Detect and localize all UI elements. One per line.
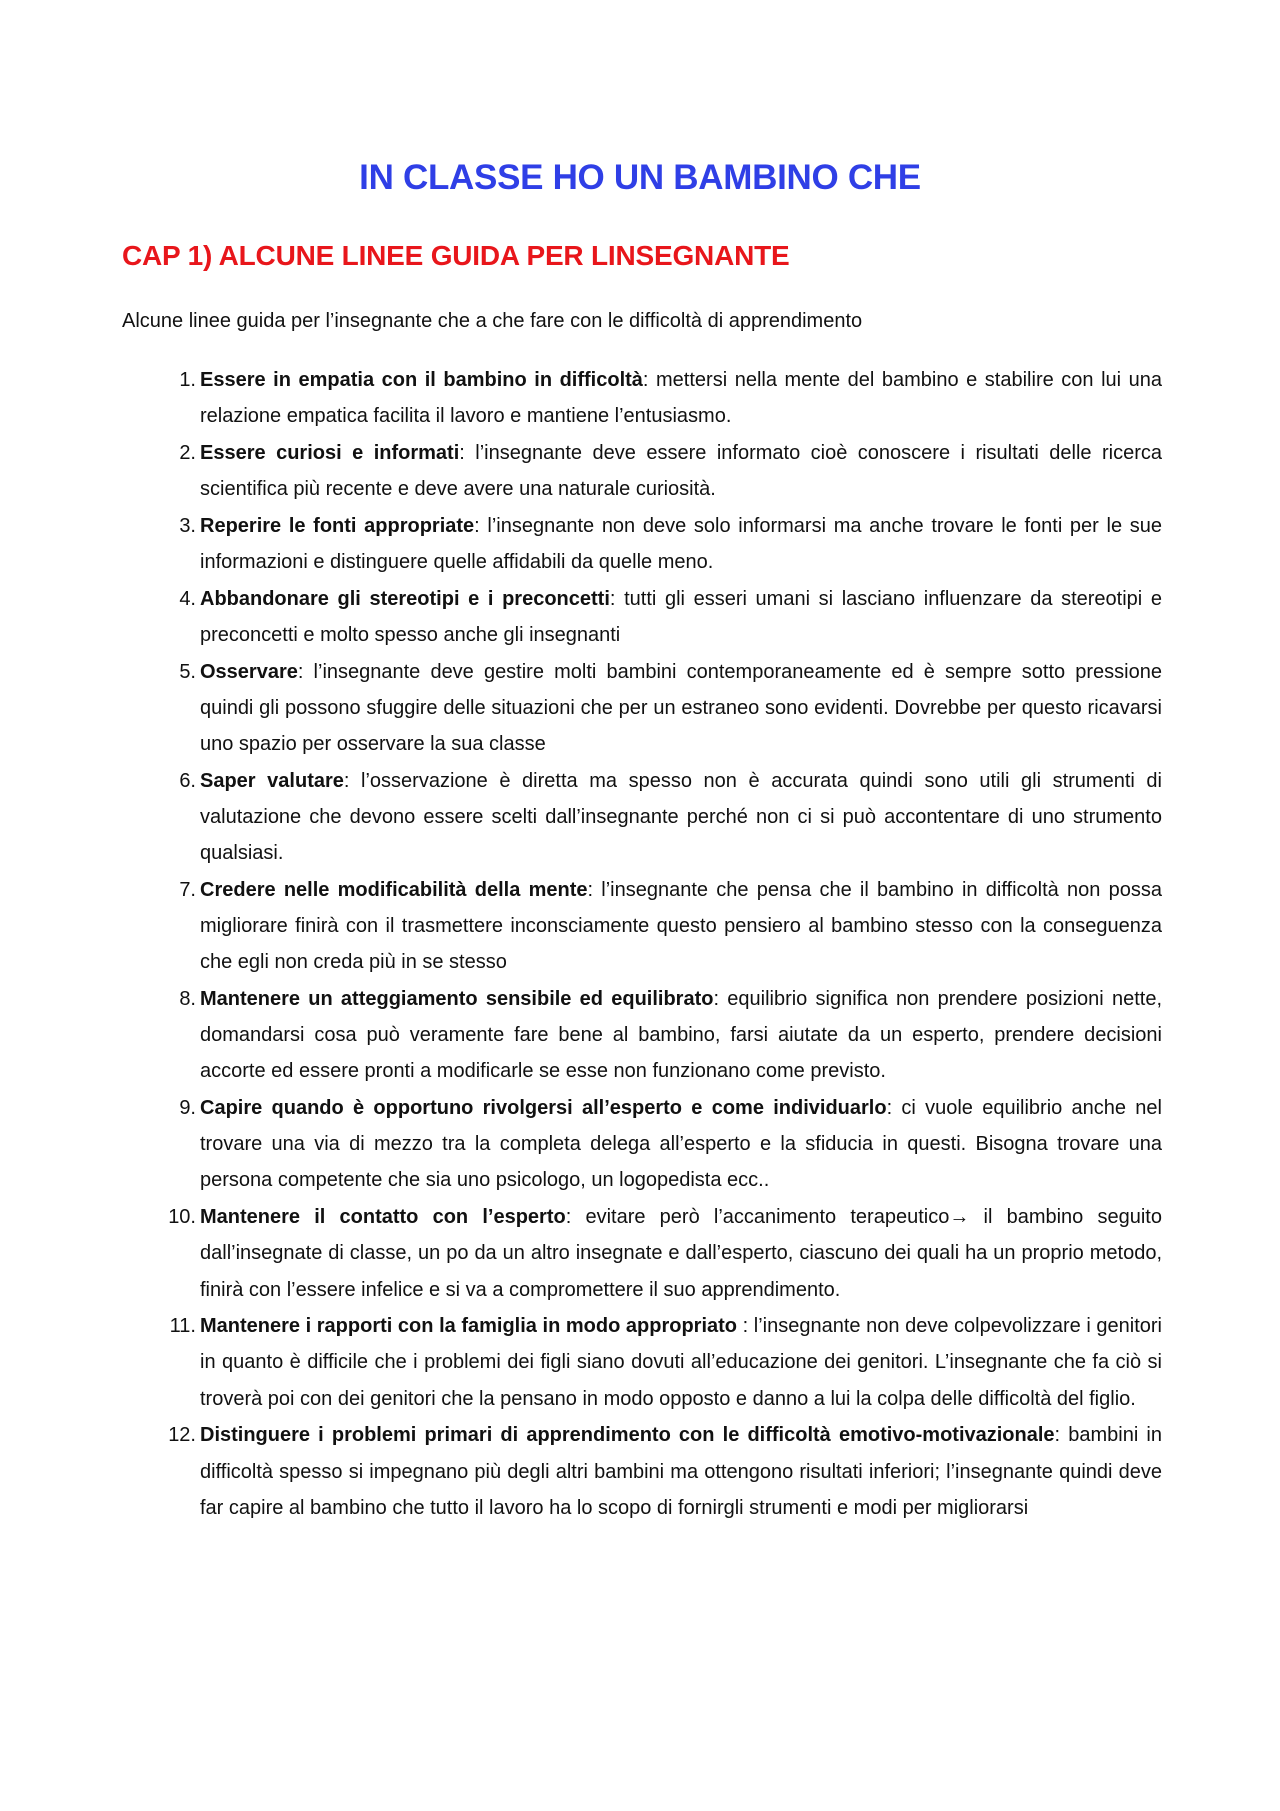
list-item xyxy=(122,435,1162,507)
item-number: 8. xyxy=(179,987,196,1010)
item-number: 12. xyxy=(168,1424,196,1447)
list-item xyxy=(122,872,1162,981)
item-text: : ci vuole equilibrio anche nel trovare una via di mezzo tra la completa delega all’esperto e la sfiducia in questi. Bisogna trovare una persona competente che sia uno psicologo, un logopedista ecc.. xyxy=(200,1097,1163,1192)
item-term: Mantenere un atteggiamento sensibile ed equilibrato xyxy=(200,987,714,1010)
item-text: : mettersi nella mente del bambino e stabilire con lui una relazione empatica facilita il lavoro e mantiene l’entusiasmo. xyxy=(200,369,1162,428)
item-term: Abbandonare gli stereotipi e i preconcetti xyxy=(200,587,610,610)
item-number: 3. xyxy=(179,514,196,537)
item-number: 7. xyxy=(179,878,196,901)
item-text: : equilibrio significa non prendere posizioni nette, domandarsi cosa può veramente fare bene al bambino, farsi aiutate da un esperto, prendere decisioni accorte ed essere pronti a modificarle se esse non funzionano come previsto. xyxy=(200,987,1162,1083)
item-text: : tutti gli esseri umani si lasciano influenzare da stereotipi e preconcetti e molto spesso anche gli insegnanti xyxy=(200,587,1162,646)
item-text: : l’insegnante che pensa che il bambino in difficoltà non possa migliorare finirà con il trasmettere inconsciamente questo pensiero al bambino stesso con la conseguenza che egli non creda più in se stesso xyxy=(200,878,1162,974)
list-item xyxy=(122,763,1162,872)
item-term: Reperire le fonti appropriate xyxy=(200,514,475,537)
item-number: 10. xyxy=(168,1206,196,1229)
chapter-heading: CAP 1) ALCUNE LINEE GUIDA PER LINSEGNANTE xyxy=(122,240,790,271)
list-item xyxy=(122,581,1162,653)
item-number: 11. xyxy=(169,1315,196,1338)
guidelines-list xyxy=(122,362,1162,1527)
item-term: Capire quando è opportuno rivolgersi all’esperto e come individuarlo xyxy=(200,1097,887,1120)
item-number: 4. xyxy=(179,587,196,610)
item-text: : l’osservazione è diretta ma spesso non è accurata quindi sono utili gli strumenti di valutazione che devono essere scelti dall’insegnante perché non ci si può accontentare di uno strumento qualsiasi. xyxy=(200,769,1162,865)
item-term: Mantenere i rapporti con la famiglia in modo appropriato xyxy=(200,1315,738,1338)
document-title: IN CLASSE HO UN BAMBINO CHE xyxy=(359,158,921,197)
item-term: Saper valutare xyxy=(200,769,344,792)
item-number: 2. xyxy=(179,441,196,464)
item-number: 9. xyxy=(179,1097,196,1120)
item-text: : l’insegnante non deve colpevolizzare i genitori in quanto è difficile che i problemi dei figli siano dovuti all’educazione dei genitori. L’insegnante che fa ciò si troverà poi con dei genitori che la pensano in modo opposto e danno a lui la colpa delle difficoltà del figlio. xyxy=(200,1315,1162,1410)
list-item xyxy=(122,1308,1162,1417)
item-number: 5. xyxy=(179,660,196,683)
item-term: Mantenere il contatto con l’esperto xyxy=(200,1206,566,1229)
item-number: 6. xyxy=(179,769,196,792)
item-term: Credere nelle modificabilità della mente xyxy=(200,878,588,901)
item-term: Distinguere i problemi primari di apprendimento con le difficoltà emotivo-motivazionale xyxy=(200,1424,1055,1447)
item-term: Essere in empatia con il bambino in difficoltà xyxy=(200,369,643,391)
item-text: : l’insegnante non deve solo informarsi ma anche trovare le fonti per le sue informazioni e distinguere quelle affidabili da quelle meno. xyxy=(200,514,1162,574)
list-item xyxy=(122,1090,1162,1199)
item-text: : l’insegnante deve essere informato cioè conoscere i risultati delle ricerca scientifica più recente e deve avere una naturale curiosità. xyxy=(200,441,1162,501)
list-item xyxy=(122,362,1162,434)
list-item xyxy=(122,981,1162,1090)
list-item xyxy=(122,654,1162,763)
item-text: : l’insegnante deve gestire molti bambini contemporaneamente ed è sempre sotto pressione quindi gli possono sfuggire delle situazioni che per un estraneo sono evidenti. Dovrebbe per questo ricavarsi uno spazio per osservare la sua classe xyxy=(200,660,1162,756)
list-item xyxy=(122,1417,1162,1526)
item-term: Osservare xyxy=(200,660,298,683)
list-item xyxy=(122,1199,1162,1308)
list-item xyxy=(122,508,1162,580)
intro-paragraph: Alcune linee guida per l’insegnante che a che fare con le difficoltà di apprendimento xyxy=(122,310,863,332)
item-text: : bambini in difficoltà spesso si impegnano più degli altri bambini ma ottengono risultati inferiori; l’insegnante quindi deve far capire al bambino che tutto il lavoro ha lo scopo di fornirgli strumenti e modi per migliorarsi xyxy=(200,1424,1163,1519)
item-text: : evitare però l’accanimento terapeutico→ il bambino seguito dall’insegnate di classe, un po da un altro insegnate e dall’esperto, ciascuno dei quali ha un proprio metodo, finirà con l’essere infelice e si va a compromettere il suo apprendimento. xyxy=(200,1206,1162,1301)
item-number: 1. xyxy=(179,369,196,391)
item-term: Essere curiosi e informati xyxy=(200,441,460,464)
